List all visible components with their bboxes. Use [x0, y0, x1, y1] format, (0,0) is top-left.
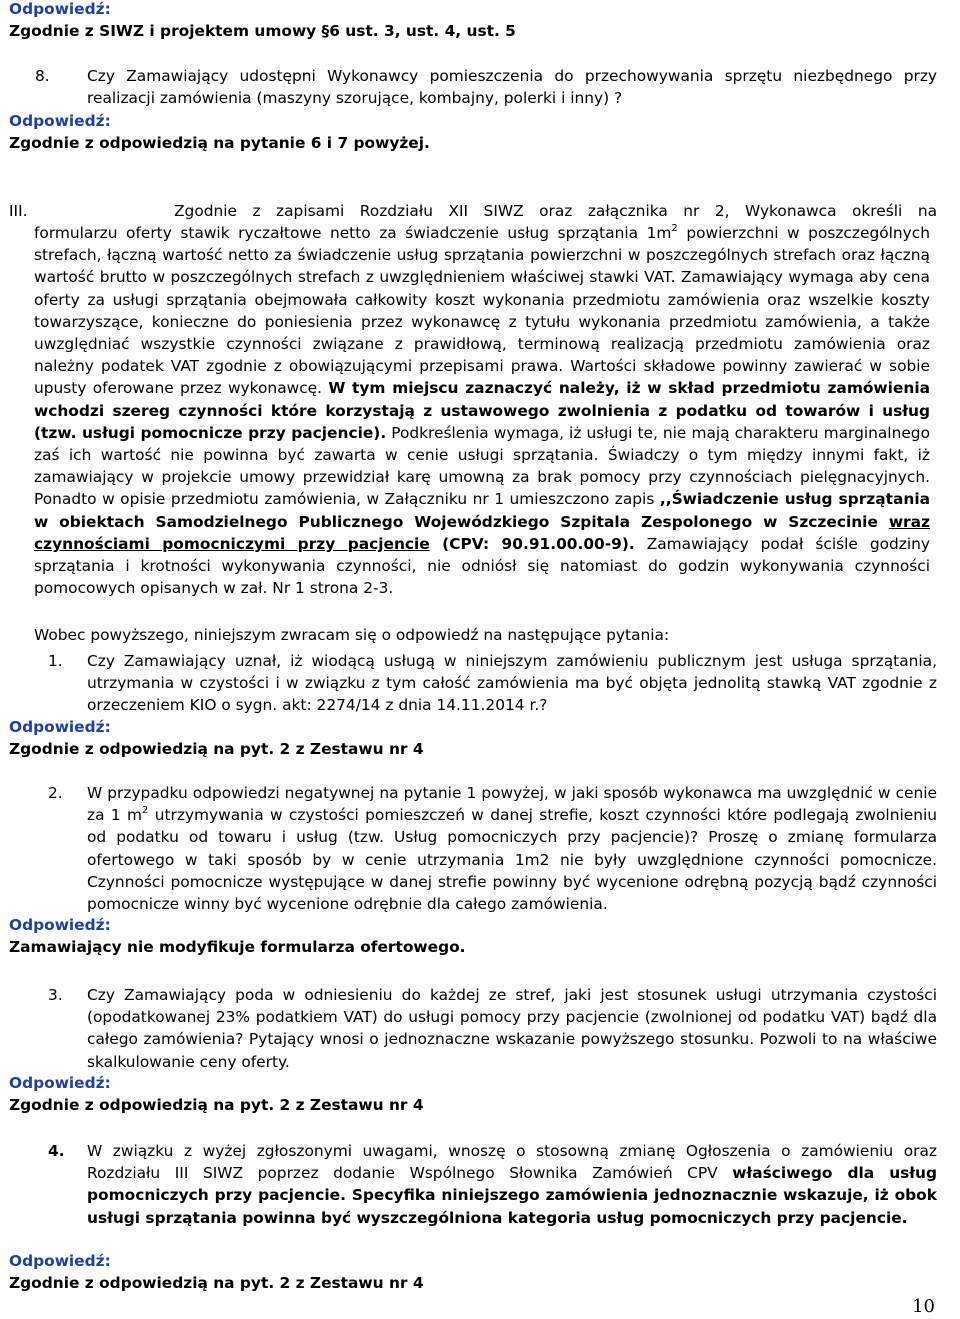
underlined-emphasis: wraz czynnościami pomocniczymi przy pacjencie	[34, 512, 930, 553]
answer-label: Odpowiedź:	[9, 0, 111, 18]
section-iii-heading	[9, 200, 937, 222]
question-8	[9, 65, 937, 109]
section-first-line: Zgodnie z zapisami Rozdziału XII SIWZ oraz załącznika nr 2, Wykonawca określi na	[174, 202, 937, 220]
question-3	[9, 984, 937, 1072]
question-text: Czy Zamawiający uznał, iż wiodącą usługą w niniejszym zamówieniu publicznym jest usługa sprzątania, utrzymania w czystości i w związku z tym całość zamówienia ma być objęta jednolitą stawką VAT zgodnie z orzeczeniem KIO o sygn. akt: 2274/14 z dnia 14.11.2014 r.?	[87, 652, 937, 715]
question-number: 4.	[48, 1142, 65, 1160]
answer-label: Odpowiedź:	[9, 1252, 111, 1270]
cpv-code: (CPV: 90.91.00.00-9).	[429, 534, 635, 553]
answer-text: Zgodnie z SIWZ i projektem umowy §6 ust. 3, ust. 4, ust. 5	[9, 22, 516, 40]
section-numeral: III.	[9, 202, 28, 220]
answer-text: Zgodnie z odpowiedzią na pyt. 2 z Zestawu nr 4	[9, 1096, 424, 1114]
question-number: 3.	[48, 986, 63, 1004]
intro-sentence: Wobec powyższego, niniejszym zwracam się o odpowiedź na następujące pytania:	[34, 626, 670, 644]
section-iii-paragraph: formularzu oferty stawik ryczałtowe netto za świadczenie usług sprzątania $1m^2$ powierzchni w poszczególnych strefach, łączną wartość netto za świadczenie usług sprzątania powierzchni w poszczególnych strefach oraz łączną wartość brutto w poszczególnych strefach z uwzględnieniem właściwej stawki VAT. Zamawiający wymaga aby cena oferty za usługi sprzątania obejmowała całkowity koszt wykonania przedmiotu zamówienia oraz wszelkie koszty towarzyszące, konieczne do poniesienia przez wykonawcę z tytułu wykonania przedmiotu zamówienia, a także uwzględniać wszystkie czynności związane z prawidłową, terminową realizacją przedmiotu zamówienia oraz należny podatek VAT zgodnie z obowiązującymi przepisami prawa. Wartości składowe powinny zawierać w sobie upusty oferowane przez wykonawcę. W tym miejscu zaznaczyć należy, iż w skład przedmiotu zamówienia wchodzi szereg czynności które korzystają z ustawowego zwolnienia z podatku od towarów i usług (tzw. usługi pomocnicze przy pacjencie). Podkreślenia wymaga, iż usługi te, nie mają charakteru marginalnego zaś ich wartość nie powinna być zawarta w cenie usługi sprzątania. Świadczy o tym między innymi fakt, iż zamawiający w projekcie umowy przewidział karę umowną za brak pomocy przy czynnościach pielęgnacyjnych. Ponadto w opisie przedmiotu zamówienia, w Załączniku nr 1 umieszczono zapis ,,Świadczenie usług sprzątania w obiektach Samodzielnego Publicznego Wojewódzkiego Szpitala Zespolonego w Szczecinie wraz czynnościami pomocniczymi przy pacjencie (CPV: 90.91.00.00-9). Zamawiający podał ściśle godziny sprzątania i krotności wykonywania czynności, nie odniósł się natomiast do godzin wykonywania czynności pomocowych opisanych w zał. Nr 1 strona 2-3.	[34, 222, 930, 598]
emphasis-text: właściwego dla usług pomocniczych przy pacjencie. Specyfika niniejszego zamówienia jednoznacznie wskazuje, iż obok usługi sprzątania powinna być wyszczególniona kategoria usług pomocniczych przy pacjencie.	[87, 1164, 937, 1227]
emphasis-text: W tym miejscu zaznaczyć należy, iż w skład przedmiotu zamówienia wchodzi szereg czynności które korzystają z ustawowego zwolnienia z podatku od towarów i usług (tzw. usługi pomocnicze przy pacjencie).	[34, 379, 930, 442]
answer-label: Odpowiedź:	[9, 112, 111, 130]
emphasis-text: ,,Świadczenie usług sprzątania w obiektach Samodzielnego Publicznego Wojewódzkiego Szpitala Zespolonego w Szczecinie	[34, 490, 930, 531]
question-text: Czy Zamawiający poda w odniesieniu do każdej ze stref, jaki jest stosunek usługi utrzymania czystości (opodatkowanej 23% podatkiem VAT) do usługi pomocy przy pacjencie (zwolnionej od podatku VAT) bądź dla całego zamówienia? Pytający wnosi o jednoznaczne wskazanie powyższego stosunku. Pozwoli to na właściwe skalkulowanie ceny oferty.	[87, 986, 937, 1071]
answer-label: Odpowiedź:	[9, 916, 111, 934]
answer-label: Odpowiedź:	[9, 1074, 111, 1092]
question-number: 8.	[35, 67, 50, 85]
question-2	[9, 782, 937, 914]
question-number: 1.	[48, 652, 63, 670]
answer-text: Zamawiający nie modyfikuje formularza ofertowego.	[9, 938, 466, 956]
question-4	[9, 1140, 937, 1250]
question-text: W związku z wyżej zgłoszonymi uwagami, wnoszę o stosowną zmianę Ogłoszenia o zamówieniu oraz Rozdziału III SIWZ poprzez dodanie Wspólnego Słownika Zamówień CPV właściwego dla usług pomocniczych przy pacjencie. Specyfika niniejszego zamówienia jednoznacznie wskazuje, iż obok usługi sprzątania powinna być wyszczególniona kategoria usług pomocniczych przy pacjencie.	[87, 1142, 937, 1227]
answer-text: Zgodnie z odpowiedzią na pyt. 2 z Zestawu nr 4	[9, 740, 424, 758]
question-text: Czy Zamawiający udostępni Wykonawcy pomieszczenia do przechowywania sprzętu niezbędnego przy realizacji zamówienia (maszyny szorujące, kombajny, polerki i inny) ?	[87, 67, 937, 108]
question-number: 2.	[48, 784, 63, 802]
question-text: W przypadku odpowiedzi negatywnej na pytanie 1 powyżej, w jaki sposób wykonawca ma uwzględnić w cenie za 1 $m^2$ utrzymywania w czystości pomieszczeń w danej strefie, koszt czynności które podlegają zwolnieniu od podatku od towaru i usług (tzw. Usług pomocniczych przy pacjencie)? Proszę o zmianę formularza ofertowego w taki sposób by w cenie utrzymania 1m2 nie były uwzględnione czynności pomocnicze. Czynności pomocnicze występujące w danej strefie powinny być wycenione odrębną pozycją bądź czynności pomocnicze winny być wycenione odrębnie dla całego zamówienia.	[87, 784, 937, 914]
answer-text: Zgodnie z odpowiedzią na pyt. 2 z Zestawu nr 4	[9, 1274, 424, 1292]
answer-label: Odpowiedź:	[9, 718, 111, 736]
answer-text: Zgodnie z odpowiedzią na pytanie 6 i 7 powyżej.	[9, 134, 430, 152]
question-1	[9, 650, 937, 716]
page-number: 10	[912, 1296, 935, 1317]
